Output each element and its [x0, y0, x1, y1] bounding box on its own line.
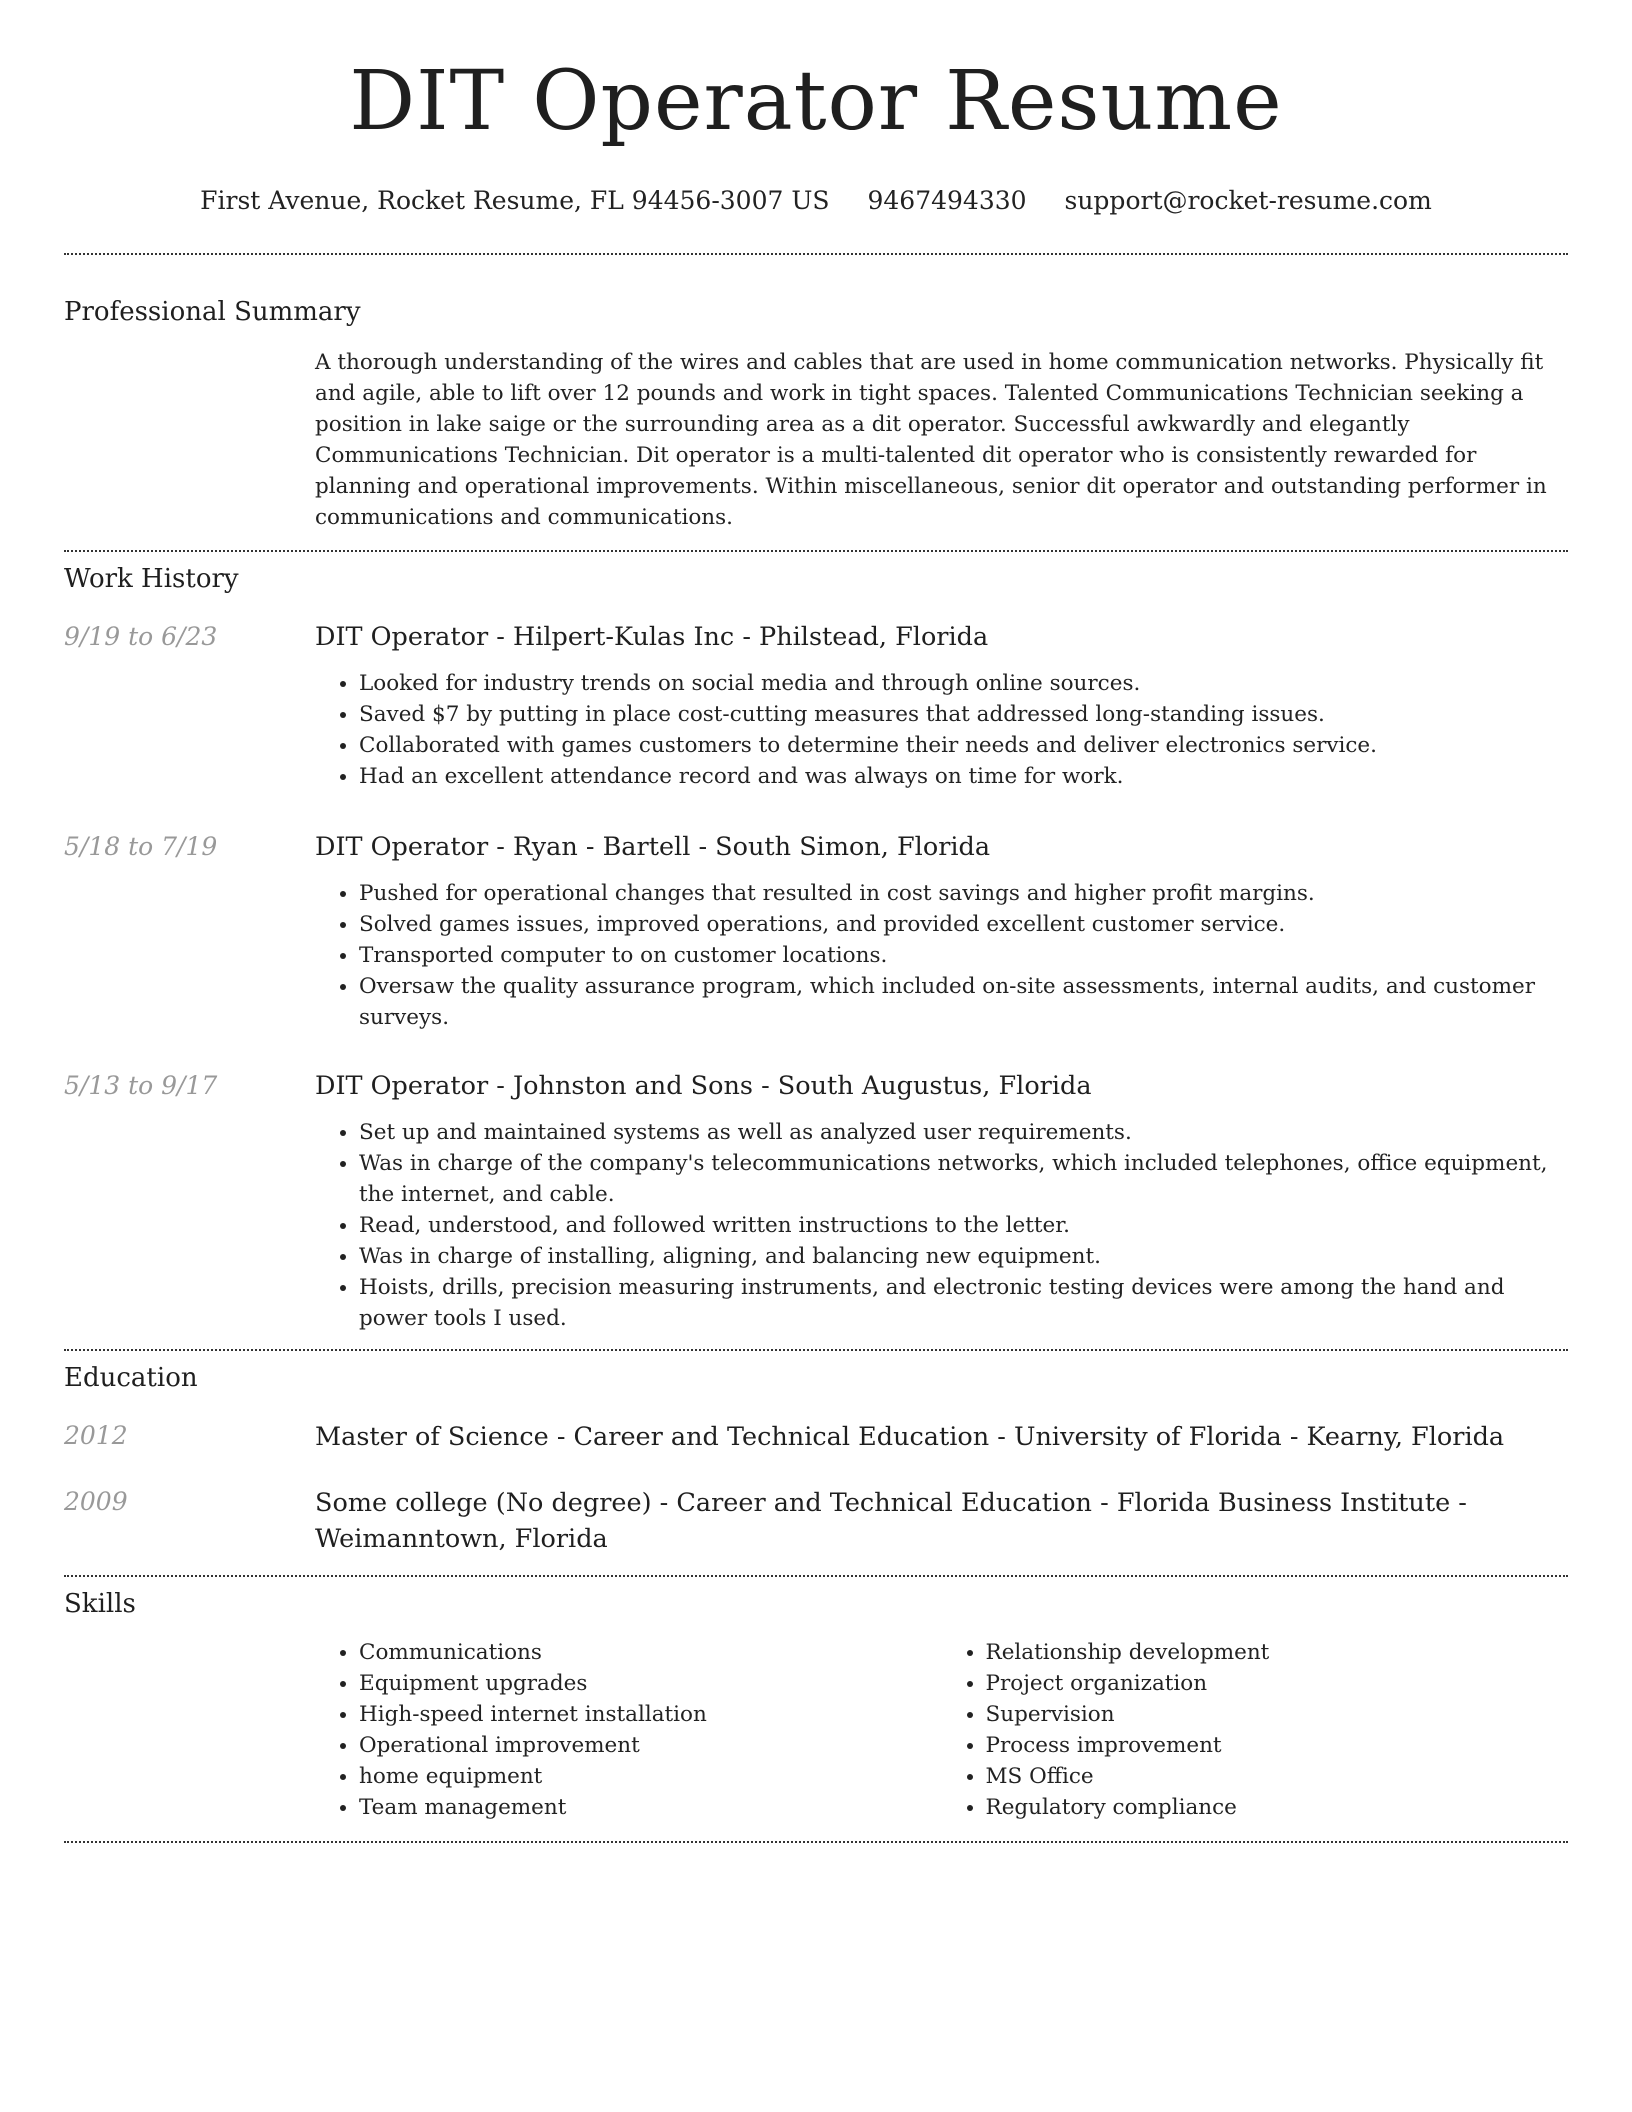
list-item: • Was in charge of installing, aligning, and balancing new equipment.: [359, 1241, 1568, 1272]
work-history-section: [64, 562, 1568, 1334]
summary-text: A thorough understanding of the wires and cables that are used in home communication networks. Physically fit and agile, able to lift over 12 pounds and work in tight spaces. Talented Communications Technician seeking a position in lake saige or the surrounding area as a dit operator. Successful awkwardly and elegantly Communications Technician. Dit operator is a multi-talented dit operator who is consistently rewarded for planning and operational improvements. Within miscellaneous, senior dit operator and outstanding performer in communications and communications.: [315, 350, 1547, 530]
list-item: • High-speed internet installation: [359, 1699, 942, 1730]
list-item: • Regulatory compliance: [986, 1792, 1569, 1823]
education-year: 2009: [64, 1487, 128, 1516]
education-entry: 2012 Master of Science - Career and Technical Education - University of Florida - Kearny, Florida: [64, 1419, 1568, 1455]
education-heading: Education: [64, 1363, 198, 1393]
section-divider: [64, 1841, 1568, 1843]
education-entry: 2009 Some college (No degree) - Career and Technical Education - Florida Business Institute - Weimanntown, Florida: [64, 1485, 1568, 1557]
list-item: • Hoists, drills, precision measuring instruments, and electronic testing devices were among the hand and power tools I used.: [359, 1272, 1568, 1334]
job-bullets: [315, 1117, 1568, 1334]
job-dates: 9/19 to 6/23: [64, 622, 218, 651]
summary-heading: Professional Summary: [64, 297, 361, 327]
list-item: • Oversaw the quality assurance program, which included on-site assessments, internal audits, and customer surveys.: [359, 971, 1568, 1033]
education-section: [64, 1361, 1568, 1557]
list-item: • Operational improvement: [359, 1730, 942, 1761]
contact-phone: 9467494330: [867, 186, 1027, 215]
contact-address: First Avenue, Rocket Resume, FL 94456-3007 US: [200, 186, 830, 215]
job-dates: 5/13 to 9/17: [64, 1071, 218, 1100]
list-item: • Had an excellent attendance record and was always on time for work.: [359, 761, 1568, 792]
list-item: • Saved $7 by putting in place cost-cutting measures that addressed long-standing issues.: [359, 699, 1568, 730]
list-item: • home equipment: [359, 1761, 942, 1792]
skills-list-right: [942, 1637, 1569, 1823]
list-item: • Relationship development: [986, 1637, 1569, 1668]
list-item: • Supervision: [986, 1699, 1569, 1730]
section-divider: [64, 1575, 1568, 1577]
summary-section: [64, 295, 1568, 533]
education-school: Florida Business Institute - Weimanntown, Florida: [315, 1488, 1467, 1554]
list-item: • Was in charge of the company's telecommunications networks, which included telephones, office equipment, the internet, and cable.: [359, 1148, 1568, 1210]
section-divider: [64, 253, 1568, 255]
list-item: • Communications: [359, 1637, 942, 1668]
skills-heading: Skills: [64, 1589, 136, 1619]
job-entry: [64, 620, 1568, 792]
list-item: • Transported computer to on customer locations.: [359, 940, 1568, 971]
list-item: • Solved games issues, improved operations, and provided excellent customer service.: [359, 909, 1568, 940]
list-item: • Project organization: [986, 1668, 1569, 1699]
job-entry: [64, 1069, 1568, 1334]
job-title: DIT Operator - Hilpert-Kulas Inc - Philstead, Florida: [315, 622, 989, 652]
list-item: • Set up and maintained systems as well as analyzed user requirements.: [359, 1117, 1568, 1148]
list-item: • Process improvement: [986, 1730, 1569, 1761]
skills-section: [64, 1587, 1568, 1823]
job-title: DIT Operator - Johnston and Sons - South Augustus, Florida: [315, 1071, 1092, 1101]
list-item: • MS Office: [986, 1761, 1569, 1792]
education-degree: Some college (No degree) - Career and Technical Education: [315, 1488, 1092, 1518]
list-item: • Team management: [359, 1792, 942, 1823]
job-entry: [64, 830, 1568, 1033]
contact-email: support@rocket-resume.com: [1064, 186, 1432, 215]
job-dates: 5/18 to 7/19: [64, 832, 218, 861]
list-item: • Equipment upgrades: [359, 1668, 942, 1699]
list-item: • Pushed for operational changes that resulted in cost savings and higher profit margins.: [359, 878, 1568, 909]
work-history-heading: Work History: [64, 564, 239, 594]
page-title: DIT Operator Resume: [349, 54, 1283, 149]
education-degree: Master of Science - Career and Technical Education: [315, 1422, 990, 1452]
list-item: • Looked for industry trends on social media and through online sources.: [359, 668, 1568, 699]
job-bullets: [315, 668, 1568, 792]
education-school: University of Florida - Kearny, Florida: [1014, 1422, 1505, 1452]
contact-line: [64, 184, 1568, 218]
list-item: • Read, understood, and followed written instructions to the letter.: [359, 1210, 1568, 1241]
education-year: 2012: [64, 1421, 128, 1450]
skills-list-left: [315, 1637, 942, 1823]
job-bullets: [315, 878, 1568, 1033]
section-divider: [64, 550, 1568, 552]
section-divider: [64, 1349, 1568, 1351]
list-item: • Collaborated with games customers to determine their needs and deliver electronics service.: [359, 730, 1568, 761]
job-title: DIT Operator - Ryan - Bartell - South Simon, Florida: [315, 832, 991, 862]
